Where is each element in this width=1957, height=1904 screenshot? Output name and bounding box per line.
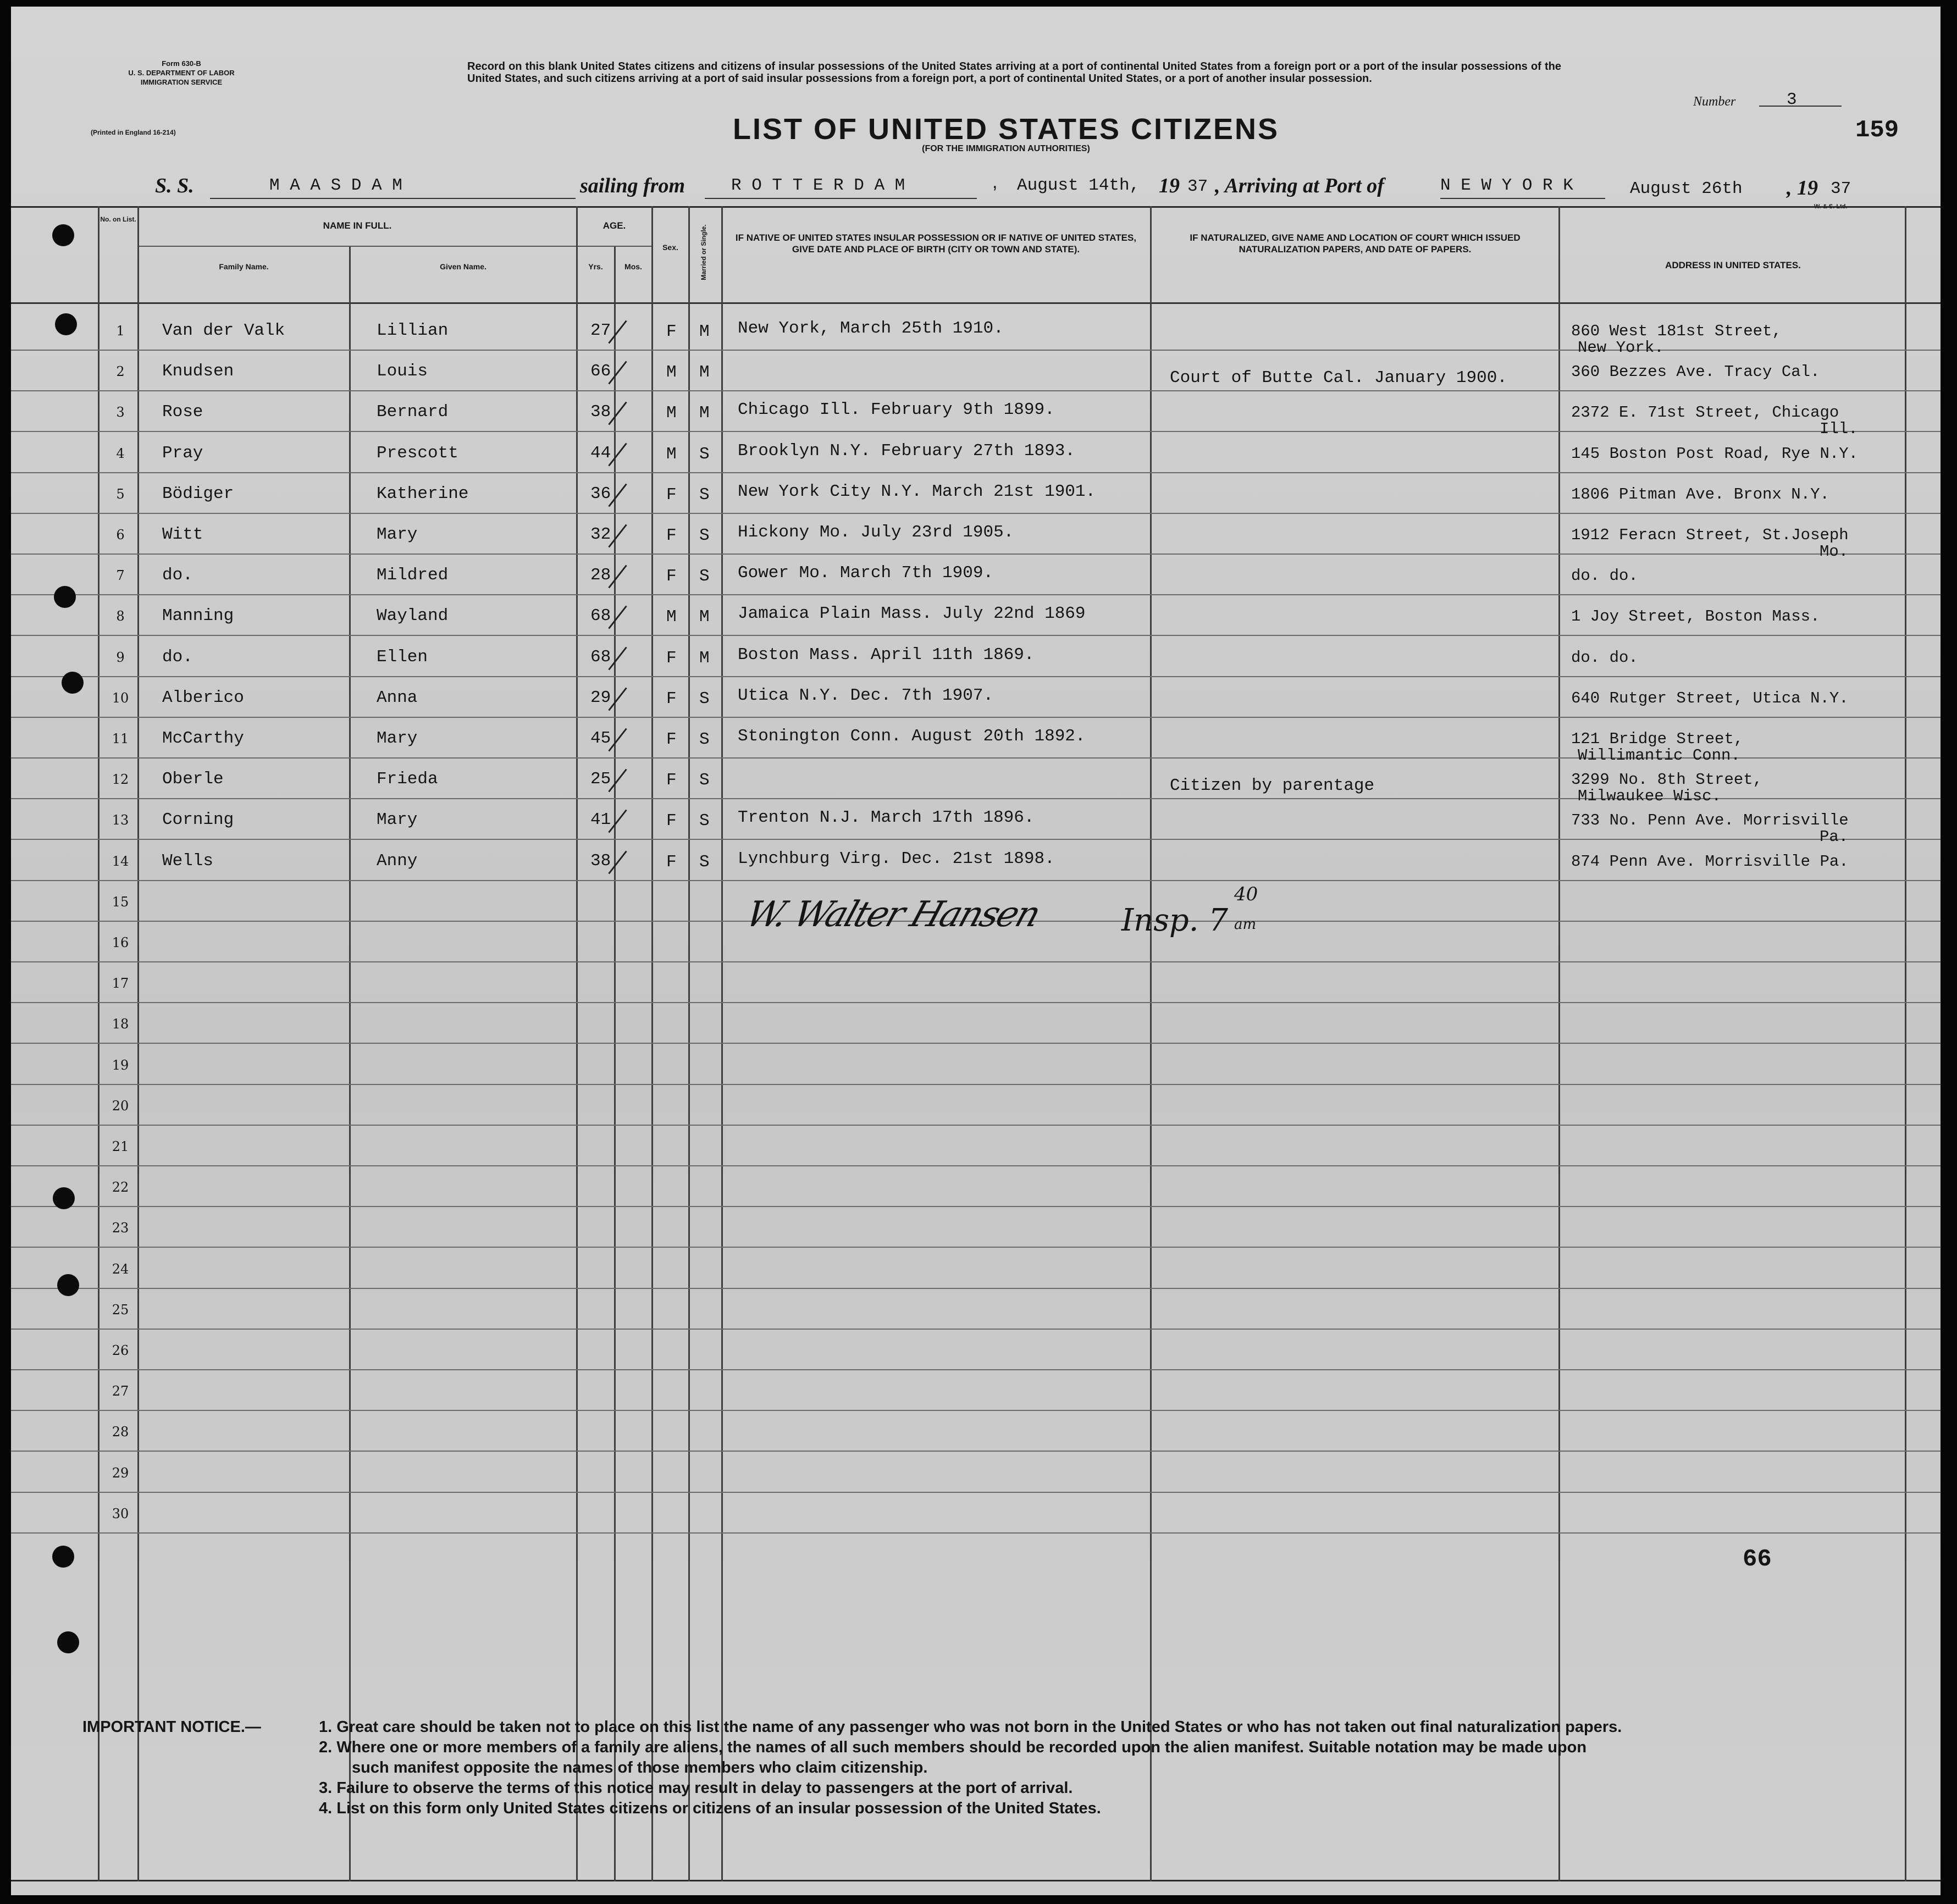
header-married-single: Married or Single.: [700, 224, 707, 280]
row-rule: [11, 961, 1941, 962]
comma-1: ,: [992, 171, 998, 192]
age-years: 27: [590, 321, 611, 340]
row-number: 13: [112, 812, 129, 828]
service-name: IMMIGRATION SERVICE: [140, 78, 223, 86]
arrive-date: August 26th: [1630, 179, 1743, 198]
row-number: 15: [112, 894, 129, 910]
row-rule: [11, 1206, 1941, 1207]
punch-hole: [55, 313, 77, 335]
notice-label: IMPORTANT NOTICE.—: [82, 1718, 261, 1736]
row-rule: [11, 635, 1941, 636]
form-title: LIST OF UNITED STATES CITIZENS: [733, 113, 1279, 146]
sex: F: [666, 811, 677, 831]
address-line-1: 1806 Pitman Ave. Bronx N.Y.: [1571, 485, 1829, 503]
given-name: Bernard: [377, 402, 449, 422]
row-number: 8: [116, 608, 125, 624]
row-rule: [11, 1410, 1941, 1411]
marital-status: S: [699, 445, 710, 464]
sex: M: [666, 607, 677, 627]
row-rule: [11, 1288, 1941, 1289]
age-years: 25: [590, 770, 611, 789]
age-years: 44: [590, 444, 611, 463]
header-mos: Mos.: [624, 262, 642, 271]
age-years: 36: [590, 484, 611, 503]
row-number: 6: [116, 527, 125, 543]
notice-item-2-cont: such manifest opposite the names of those members who claim citizenship.: [352, 1759, 928, 1776]
birth-place-date: Jamaica Plain Mass. July 22nd 1869: [738, 604, 1086, 623]
marital-status: M: [699, 322, 710, 341]
naturalization: Court of Butte Cal. January 1900.: [1170, 368, 1507, 388]
age-years: 68: [590, 647, 611, 667]
notice-item-3: 3. Failure to observe the terms of this notice may result in delay to passengers at the port of arrival.: [319, 1779, 1073, 1797]
birth-place-date: New York City N.Y. March 21st 1901.: [738, 482, 1096, 501]
row-rule: [11, 676, 1941, 677]
row-rule: [11, 390, 1941, 391]
age-years: 41: [590, 810, 611, 829]
marital-status: S: [699, 730, 710, 749]
age-tick: [608, 728, 627, 752]
birth-place-date: Stonington Conn. August 20th 1892.: [738, 727, 1086, 746]
row-rule: [11, 1043, 1941, 1044]
row-rule: [11, 431, 1941, 432]
row-rule: [11, 717, 1941, 718]
age-tick: [608, 688, 627, 711]
birth-place-date: Brooklyn N.Y. February 27th 1893.: [738, 441, 1075, 461]
family-name: do.: [162, 566, 193, 585]
header-naturalized: IF NATURALIZED, GIVE NAME AND LOCATION OF COURT WHICH ISSUED NATURALIZATION PAPERS, AND DATE OF PAPERS.: [1190, 233, 1521, 254]
age-tick: [608, 851, 627, 874]
age-years: 28: [590, 566, 611, 585]
address-line-2: Ill.: [1820, 420, 1858, 438]
address-line-2: Mo.: [1820, 543, 1849, 561]
notice-item-2: 2. Where one or more members of a family are aliens, the names of all such members should be recorded upon the alien manifest. Suitable notation may be made upon: [319, 1739, 1587, 1756]
col-line-address: [1558, 206, 1560, 1881]
row-rule: [11, 554, 1941, 555]
year-2: 37: [1831, 179, 1851, 198]
age-years: 66: [590, 362, 611, 381]
record-note: Record on this blank United States citizens and citizens of insular possessions of the United States arriving at a port of continental United States from a foreign port or a port of the insular possessions of the United States, and such citizens arriving at a port of said insular possessions from a foreign port, a port of continental United States, or a port of another insular possession.: [467, 60, 1561, 85]
number-value: 3: [1787, 90, 1797, 109]
row-number: 5: [116, 486, 125, 502]
age-tick: [608, 769, 627, 793]
row-number: 7: [116, 568, 125, 583]
punch-hole: [53, 1187, 75, 1209]
year-prefix-1: 19: [1159, 174, 1180, 197]
given-name: Wayland: [377, 606, 449, 626]
row-number: 22: [112, 1180, 129, 1195]
family-name: Bödiger: [162, 484, 234, 503]
family-name: Manning: [162, 606, 234, 626]
ss-label: S. S.: [155, 174, 194, 197]
given-name: Mary: [377, 729, 418, 748]
punch-hole: [62, 672, 84, 694]
header-sex: Sex.: [662, 243, 678, 252]
row-number: 12: [112, 772, 129, 787]
birth-place-date: Lynchburg Virg. Dec. 21st 1898.: [738, 849, 1055, 868]
header-yrs: Yrs.: [588, 262, 603, 271]
birth-place-date: Hickony Mo. July 23rd 1905.: [738, 523, 1014, 542]
row-rule: [11, 1329, 1941, 1330]
naturalization: Citizen by parentage: [1170, 776, 1375, 795]
header-given-name: Given Name.: [440, 262, 487, 271]
table-top-border: [11, 206, 1941, 208]
age-tick: [608, 606, 627, 629]
row-rule: [11, 1247, 1941, 1248]
given-name: Lillian: [377, 321, 449, 340]
given-name: Frieda: [377, 770, 438, 789]
marital-status: S: [699, 567, 710, 586]
row-rule: [11, 472, 1941, 473]
sex: F: [666, 649, 677, 668]
row-rule: [11, 1084, 1941, 1085]
inspector-note: Insp. 7: [1121, 903, 1229, 938]
address-line-1: 874 Penn Ave. Morrisville Pa.: [1571, 853, 1849, 871]
header-no-of-list: No. on List.: [100, 215, 136, 223]
row-number: 1: [116, 323, 125, 339]
given-name: Louis: [377, 362, 428, 381]
sex: F: [666, 322, 677, 341]
depart-date: August 14th,: [1017, 176, 1140, 195]
sex: M: [666, 403, 677, 423]
age-years: 45: [590, 729, 611, 748]
table-bottom-border: [11, 1880, 1941, 1881]
sex: F: [666, 730, 677, 749]
arrive-port: N E W Y O R K: [1440, 176, 1573, 195]
row-number: 9: [116, 650, 125, 665]
marital-status: M: [699, 403, 710, 423]
header-bottom-rule: [11, 302, 1941, 304]
sex: F: [666, 771, 677, 790]
row-number: 21: [112, 1139, 129, 1154]
family-name: Pray: [162, 444, 203, 463]
row-number: 20: [112, 1098, 129, 1114]
col-line-nat: [1150, 206, 1152, 1881]
punch-hole: [57, 1274, 79, 1296]
marital-status: S: [699, 811, 710, 831]
row-rule: [11, 1002, 1941, 1003]
sex: F: [666, 485, 677, 505]
age-tick: [608, 484, 627, 507]
given-name: Anny: [377, 851, 418, 871]
family-name: McCarthy: [162, 729, 244, 748]
col-line-age: [576, 206, 578, 1881]
address-line-2: Willimantic Conn.: [1578, 746, 1740, 765]
year-1: 37: [1187, 177, 1208, 196]
row-number: 2: [116, 364, 125, 379]
row-number: 10: [112, 690, 129, 706]
address-line-1: 145 Boston Post Road, Rye N.Y.: [1571, 445, 1859, 463]
row-rule: [11, 513, 1941, 514]
row-number: 16: [112, 935, 129, 950]
punch-hole: [52, 224, 74, 246]
row-number: 23: [112, 1220, 129, 1236]
given-name: Anna: [377, 688, 418, 707]
sex: M: [666, 363, 677, 382]
sex: M: [666, 445, 677, 464]
birth-place-date: Gower Mo. March 7th 1909.: [738, 563, 994, 583]
marital-status: M: [699, 363, 710, 382]
tally-mark: 66: [1743, 1546, 1772, 1573]
marital-status: S: [699, 689, 710, 709]
manifest-sheet: [11, 7, 1941, 1895]
number-label: Number: [1693, 95, 1736, 109]
given-name: Mary: [377, 810, 418, 829]
given-name: Prescott: [377, 444, 458, 463]
birth-place-date: Boston Mass. April 11th 1869.: [738, 645, 1035, 665]
marital-status: S: [699, 526, 710, 545]
col-line-given: [349, 247, 351, 1881]
age-tick: [608, 647, 627, 671]
family-name: Oberle: [162, 770, 224, 789]
punch-hole: [54, 586, 76, 608]
family-name: Knudsen: [162, 362, 234, 381]
address-line-2: New York.: [1578, 339, 1664, 357]
address-line-1: do. do.: [1571, 649, 1638, 667]
age-years: 29: [590, 688, 611, 707]
family-name: Rose: [162, 402, 203, 422]
marital-status: M: [699, 607, 710, 627]
row-number: 14: [112, 854, 129, 869]
given-name: Mary: [377, 525, 418, 544]
col-line-right: [1905, 206, 1906, 1881]
address-line-1: 733 No. Penn Ave. Morrisville: [1571, 811, 1849, 829]
punch-hole: [57, 1631, 79, 1653]
age-tick: [608, 524, 627, 548]
col-line-married: [688, 206, 690, 1881]
row-rule: [11, 1532, 1941, 1534]
sex: F: [666, 567, 677, 586]
sex: F: [666, 853, 677, 872]
manifest-table: [11, 7, 1941, 1895]
printed-note: (Printed in England 16-214): [91, 129, 176, 136]
from-port: R O T T E R D A M: [731, 176, 905, 195]
row-number: 24: [112, 1261, 129, 1277]
given-name: Ellen: [377, 647, 428, 667]
row-number: 11: [112, 731, 129, 746]
row-number: 26: [112, 1343, 129, 1358]
header-name-in-full: NAME IN FULL.: [323, 220, 392, 231]
address-line-1: 2372 E. 71st Street, Chicago: [1571, 403, 1839, 422]
header-age: AGE.: [602, 220, 626, 231]
birth-place-date: Chicago Ill. February 9th 1899.: [738, 400, 1055, 419]
row-rule: [11, 880, 1941, 881]
row-number: 19: [112, 1058, 129, 1073]
sex: F: [666, 526, 677, 545]
row-number: 4: [116, 446, 125, 461]
row-rule: [11, 1125, 1941, 1126]
row-number: 17: [112, 976, 129, 991]
col-line-mos: [614, 247, 616, 1881]
age-tick: [608, 361, 627, 385]
address-line-1: 860 West 181st Street,: [1571, 322, 1782, 340]
address-line-1: do. do.: [1571, 567, 1638, 585]
age-years: 32: [590, 525, 611, 544]
marital-status: S: [699, 485, 710, 505]
arriving-label: , Arriving at Port of: [1215, 174, 1384, 197]
birth-place-date: Trenton N.J. March 17th 1896.: [738, 808, 1035, 827]
marital-status: S: [699, 771, 710, 790]
year-prefix-2: , 19: [1787, 176, 1818, 200]
age-tick: [608, 565, 627, 589]
birth-place-date: Utica N.Y. Dec. 7th 1907.: [738, 686, 994, 705]
row-number: 18: [112, 1016, 129, 1032]
ship-name: M A A S D A M: [269, 176, 402, 195]
address-line-1: 1912 Feracn Street, St.Joseph: [1571, 526, 1849, 544]
row-number: 25: [112, 1302, 129, 1318]
row-rule: [11, 594, 1941, 595]
family-name: do.: [162, 647, 193, 667]
department-name: U. S. DEPARTMENT OF LABOR: [128, 69, 235, 77]
birth-place-date: New York, March 25th 1910.: [738, 319, 1004, 338]
notice-item-1: 1. Great care should be taken not to place on this list the name of any passenger who was not born in the United States or who has not taken out final naturalization papers.: [319, 1718, 1622, 1736]
sex: F: [666, 689, 677, 709]
address-line-1: 360 Bezzes Ave. Tracy Cal.: [1571, 363, 1820, 381]
age-years: 38: [590, 402, 611, 422]
row-number: 28: [112, 1424, 129, 1440]
given-name: Katherine: [377, 484, 469, 503]
address-line-2: Pa.: [1820, 828, 1849, 846]
family-name: Wells: [162, 851, 214, 871]
given-name: Mildred: [377, 566, 449, 585]
row-rule: [11, 1165, 1941, 1166]
header-family-name: Family Name.: [219, 262, 269, 271]
age-tick: [608, 443, 627, 467]
sailing-label: sailing from: [580, 174, 685, 197]
address-line-1: 1 Joy Street, Boston Mass.: [1571, 607, 1820, 626]
page-stamp: 159: [1855, 117, 1899, 144]
age-tick: [608, 810, 627, 833]
family-name: Witt: [162, 525, 203, 544]
name-header-rule: [137, 246, 651, 247]
family-name: Alberico: [162, 688, 244, 707]
row-rule: [11, 1492, 1941, 1493]
address-line-1: 121 Bridge Street,: [1571, 730, 1744, 748]
family-name: Corning: [162, 810, 234, 829]
marital-status: S: [699, 853, 710, 872]
inspector-signature: W. Walter Hansen: [740, 894, 1044, 935]
row-rule: [11, 1451, 1941, 1452]
col-line-birth: [721, 206, 723, 1881]
family-name: Van der Valk: [162, 321, 285, 340]
row-rule: [11, 839, 1941, 840]
form-number: Form 630-B: [162, 59, 201, 68]
row-number: 30: [112, 1506, 129, 1521]
row-number: 27: [112, 1383, 129, 1399]
inspector-note-sub: am: [1234, 916, 1257, 933]
age-years: 38: [590, 851, 611, 871]
form-subtitle: (FOR THE IMMIGRATION AUTHORITIES): [922, 144, 1090, 153]
inspector-note-sup: 40: [1234, 883, 1258, 905]
age-years: 68: [590, 606, 611, 626]
row-number: 3: [116, 405, 125, 420]
punch-hole: [52, 1546, 74, 1568]
notice-item-4: 4. List on this form only United States citizens or citizens of an insular possession of the United States.: [319, 1800, 1101, 1817]
address-line-1: 3299 No. 8th Street,: [1571, 771, 1763, 789]
row-rule: [11, 1369, 1941, 1370]
marital-status: M: [699, 649, 710, 668]
header-birth: IF NATIVE OF UNITED STATES INSULAR POSSESSION OR IF NATIVE OF UNITED STATES, GIVE DATE AND PLACE OF BIRTH (CITY OR TOWN AND STATE).: [735, 233, 1137, 254]
header-address: ADDRESS IN UNITED STATES.: [1665, 260, 1801, 270]
col-line-sex: [651, 206, 653, 1881]
age-tick: [608, 402, 627, 425]
address-line-2: Milwaukee Wisc.: [1578, 787, 1722, 805]
address-line-1: 640 Rutger Street, Utica N.Y.: [1571, 689, 1849, 707]
age-tick: [608, 320, 627, 344]
row-number: 29: [112, 1465, 129, 1481]
